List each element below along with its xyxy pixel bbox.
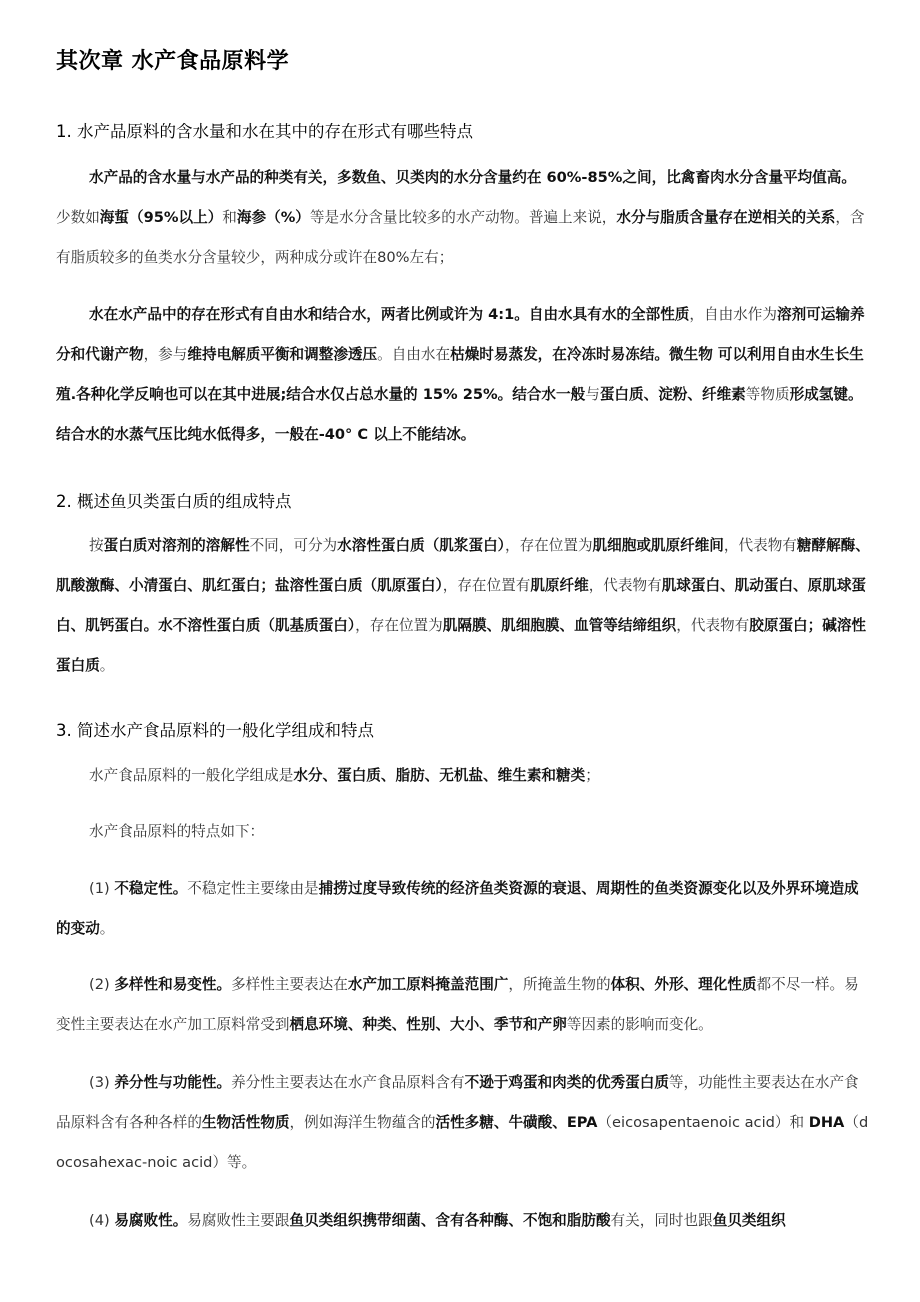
bold-text-run: 肌球蛋白、肌动蛋白、原肌球蛋白、肌钙蛋白。水不溶性蛋白质（肌基质蛋白） xyxy=(56,577,867,634)
bold-text-run: 生物活性物质 xyxy=(201,1114,290,1131)
bold-text-run: 海蜇（95%以上） xyxy=(99,209,223,226)
text-run: (2) xyxy=(89,976,115,993)
text-run: 水产食品原料的特点如下： xyxy=(89,823,265,840)
bold-text-run: 肌隔膜、肌细胞膜、血管等结缔组织 xyxy=(442,617,677,634)
bold-text-run: 养分性与功能性。 xyxy=(114,1074,232,1091)
bold-text-run: 多样性和易变性。 xyxy=(114,976,232,993)
bold-text-run: 维持电解质平衡和调整渗透压 xyxy=(187,346,378,363)
text-run: 养分性主要表达在水产食品原料含有 xyxy=(231,1074,465,1091)
text-run: ，存在位置为 xyxy=(355,617,443,634)
bold-text-run: 糖酵解酶、肌酸激酶、小清蛋白、肌红蛋白；盐溶性蛋白质（肌原蛋白） xyxy=(56,537,870,594)
text-run: 等是水分含量比较多的水产动物。普遍上来说， xyxy=(309,209,617,226)
bold-text-run: 形成氢键。结合水的水蒸气压比纯水低得多，一般在-40° C 以上不能结冰。 xyxy=(56,386,863,443)
q3-feature-diversity xyxy=(56,965,870,1045)
q3-feature-nutrition xyxy=(56,1063,870,1183)
bold-text-run: 水产加工原料掩盖范围广 xyxy=(347,976,509,993)
bold-text-run: 活性多糖、牛磺酸、EPA xyxy=(435,1114,598,1131)
text-run: ，所掩盖生物的 xyxy=(508,976,611,993)
q3-feature-instability xyxy=(56,869,870,949)
bold-text-run: 鱼贝类组织携带细菌、含有各种酶、不饱和脂肪酸 xyxy=(289,1212,611,1229)
text-run: 。 xyxy=(99,657,115,674)
bold-text-run: 肌原纤维 xyxy=(530,577,589,594)
text-run: （eicosapentaenoic acid）和 xyxy=(597,1114,809,1131)
text-run: ，例如海洋生物蕴含的 xyxy=(289,1114,436,1131)
bold-text-run: 鱼贝类组织 xyxy=(712,1212,786,1229)
text-run: 。 xyxy=(99,920,115,937)
text-run: 少数如 xyxy=(56,209,100,226)
text-run: 不同，可分为 xyxy=(249,537,338,554)
question-3-heading: 3. 简述水产食品原料的一般化学组成和特点 xyxy=(56,721,374,740)
q1-water-content-paragraph xyxy=(56,158,870,278)
text-run: (1) xyxy=(89,880,115,897)
bold-text-run: 蛋白质对溶剂的溶解性 xyxy=(103,537,250,554)
question-2-heading: 2. 概述鱼贝类蛋白质的组成特点 xyxy=(56,492,292,511)
text-run: 等物质 xyxy=(745,386,790,403)
q1-water-forms-paragraph xyxy=(56,295,870,455)
bold-text-run: 不稳定性。 xyxy=(114,880,188,897)
q3-features-intro xyxy=(56,812,870,852)
bold-text-run: 水在水产品中的存在形式有自由水和结合水，两者比例或许为 4:1。自由水具有水的全部性质 xyxy=(89,306,690,323)
text-run: (3) xyxy=(89,1074,115,1091)
text-run: 和 xyxy=(222,209,237,226)
bold-text-run: 易腐败性。 xyxy=(114,1212,188,1229)
text-run: 不稳定性主要缘由是 xyxy=(187,880,319,897)
text-run: 按 xyxy=(89,537,104,554)
bold-text-run: 枯燥时易蒸发，在冷冻时易冻结。微生物 可以利用自由水生长生殖.各种化学反响也可以在其中进展;结合水仅占总水量的 15% 25%。结合水一般 xyxy=(56,346,864,403)
text-run: 有关，同时也跟 xyxy=(610,1212,713,1229)
bold-text-run: 肌细胞或肌原纤维间 xyxy=(592,537,724,554)
text-run: 水产食品原料的一般化学组成是 xyxy=(89,767,294,784)
text-run: ，代表物有 xyxy=(588,577,662,594)
text-run: 等，功能性主要表达在水产食品原料含有各种各样的 xyxy=(56,1074,859,1131)
question-1-heading: 1. 水产品原料的含水量和水在其中的存在形式有哪些特点 xyxy=(56,122,473,141)
q3-feature-perishability xyxy=(56,1201,870,1241)
bold-text-run: 蛋白质、淀粉、纤维素 xyxy=(599,386,746,403)
text-run: ，存在位置为 xyxy=(504,537,593,554)
bold-text-run: 栖息环境、种类、性别、大小、季节和产卵 xyxy=(289,1016,567,1033)
bold-text-run: 捕捞过度导致传统的经济鱼类资源的衰退、周期性的鱼类资源变化以及外界环境造成的变动 xyxy=(56,880,859,937)
q2-protein-paragraph xyxy=(56,526,870,686)
bold-text-run: 溶剂可运输养分和代谢产物 xyxy=(56,306,865,363)
text-run: 多样性主要表达在 xyxy=(231,976,348,993)
bold-text-run: 不逊于鸡蛋和肉类的优秀蛋白质 xyxy=(464,1074,669,1091)
text-run: 与 xyxy=(585,386,600,403)
text-run: 易腐败性主要跟 xyxy=(187,1212,290,1229)
text-run: ，自由水作为 xyxy=(689,306,777,323)
text-run: (4) xyxy=(89,1212,115,1229)
text-run: （docosahexac-noic acid）等。 xyxy=(56,1114,869,1171)
bold-text-run: 水分与脂质含量存在逆相关的关系 xyxy=(616,209,836,226)
text-run: ，存在位置有 xyxy=(442,577,531,594)
bold-text-run: DHA xyxy=(808,1114,845,1131)
text-run: ，参与 xyxy=(143,346,188,363)
text-run: ，代表物有 xyxy=(723,537,797,554)
q3-composition-paragraph xyxy=(56,756,870,796)
bold-text-run: 胶原蛋白；碱溶性蛋白质 xyxy=(56,617,867,674)
bold-text-run: 水分、蛋白质、脂肪、无机盐、维生素和糖类 xyxy=(293,767,586,784)
text-run: ，含有脂质较多的鱼类水分含量较少，两种成分或许在80%左右； xyxy=(56,209,865,266)
text-run: 等因素的影响而变化。 xyxy=(566,1016,713,1033)
text-run: 。自由水在 xyxy=(377,346,451,363)
text-run: 都不尽一样。易变性主要表达在水产加工原料常受到 xyxy=(56,976,859,1033)
text-run: ，代表物有 xyxy=(676,617,750,634)
bold-text-run: 水产品的含水量与水产品的种类有关，多数鱼、贝类肉的水分含量约在 60%-85%之间，比禽畜肉水分含量平均值高。 xyxy=(89,169,856,186)
bold-text-run: 体积、外形、理化性质 xyxy=(610,976,757,993)
chapter-title: 其次章 水产食品原料学 xyxy=(56,49,290,74)
bold-text-run: 水溶性蛋白质（肌浆蛋白） xyxy=(337,537,505,554)
text-run: ； xyxy=(585,767,600,784)
bold-text-run: 海参（%） xyxy=(236,209,310,226)
